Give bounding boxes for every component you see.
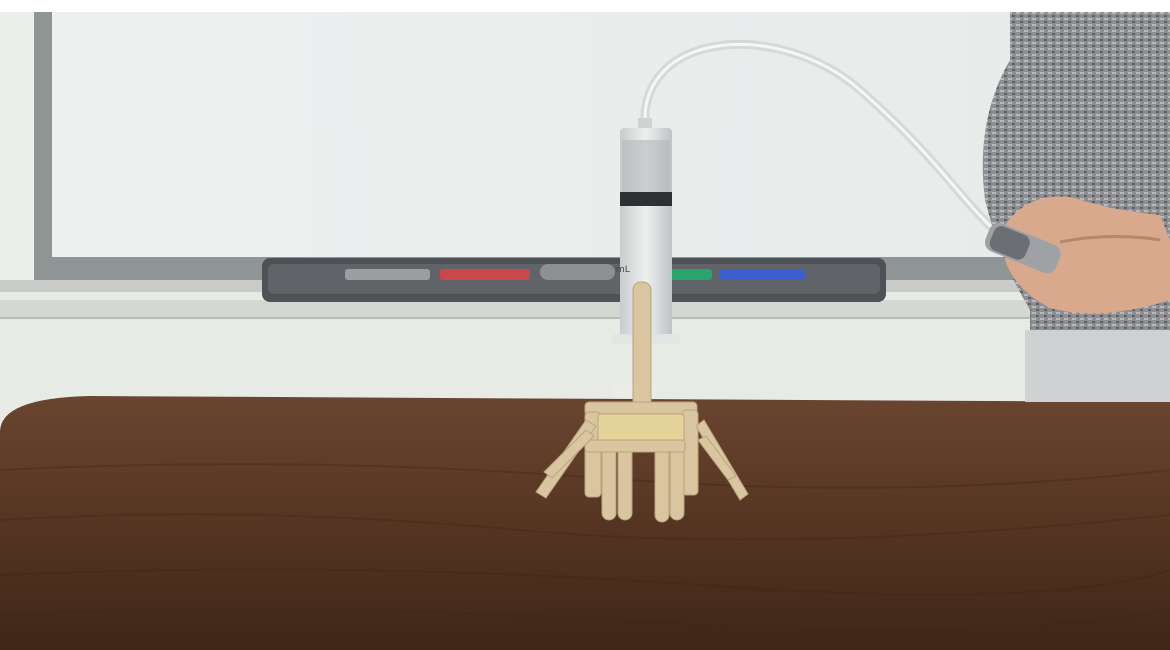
marker-blue — [720, 269, 805, 280]
top-border — [0, 0, 1170, 12]
wall-rail — [0, 300, 1040, 318]
syringe-label: mL — [616, 265, 630, 275]
marker-red — [440, 269, 530, 280]
marker-gray — [345, 269, 430, 280]
eraser — [540, 264, 615, 280]
marker-tray — [262, 258, 886, 302]
whiteboard — [0, 12, 1040, 280]
